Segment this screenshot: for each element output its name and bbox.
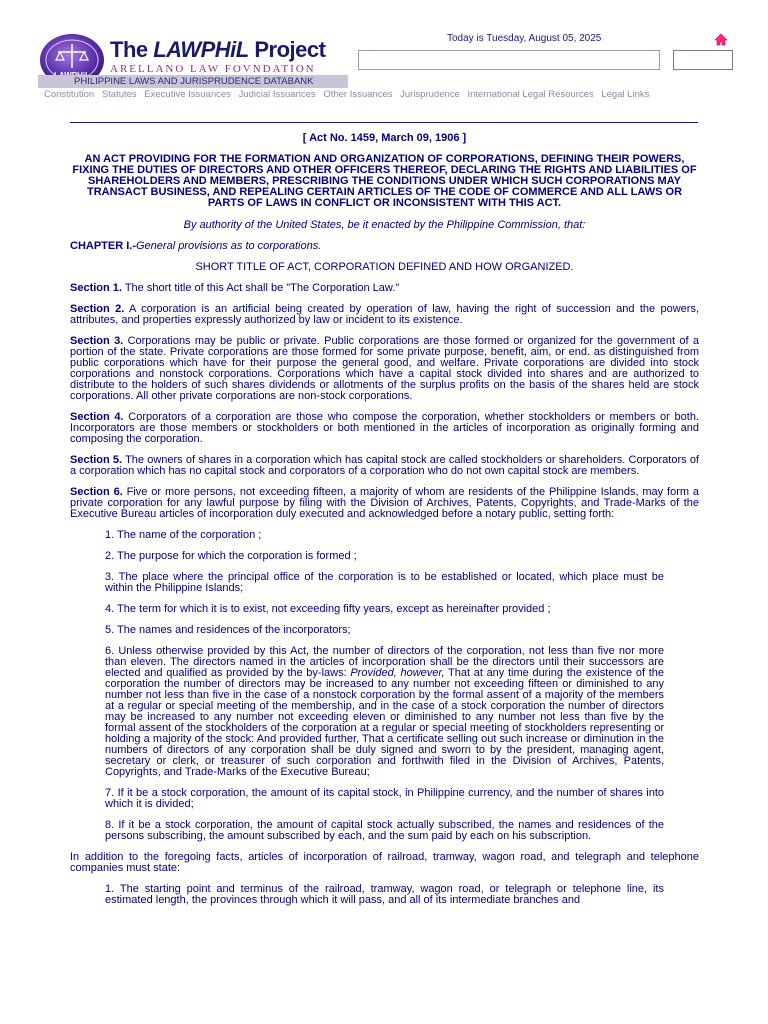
list-item: 1. The name of the corporation ; — [105, 529, 262, 541]
section-group-heading: SHORT TITLE OF ACT, CORPORATION DEFINED AND HOW ORGANIZED. — [195, 261, 574, 273]
nav-international-legal-resources[interactable]: International Legal Resources — [467, 89, 594, 100]
site-tagline: PHILIPPINE LAWS AND JURISPRUDENCE DATABANK — [74, 76, 314, 87]
list-item: 2. The purpose for which the corporation is formed ; — [105, 550, 357, 562]
act-number: [ Act No. 1459, March 09, 1906 ] — [302, 132, 467, 144]
list-item: 3. The place where the principal office of the corporation is to be established or located, which place must be within the Philippine Islands; — [105, 571, 664, 594]
document-body — [70, 133, 699, 906]
site-title: The LAWPHiL Project — [110, 37, 326, 62]
list-item: 4. The term for which it is to exist, not exceeding fifty years, except as hereinafter provided ; — [105, 603, 551, 615]
act-title: AN ACT PROVIDING FOR THE FORMATION AND ORGANIZATION OF CORPORATIONS, DEFINING THEIR POWERS, FIXING THE DUTIES OF DIRECTORS AND OTHER OFFICERS THEREOF, DECLARING THE RIGHTS AND LIABILITIES OF SHAREHOLDERS AND MEMBERS, PRESCRIBING THE CONDITIONS UNDER WHICH SUCH CORPORATIONS MAY TRANSACT BUSINESS, AND REPEALING CERTAIN ARTICLES OF THE CODE OF COMMERCE AND ALL LAWS OR PARTS OF LAWS IN CONFLICT OR INCONSISTENT WITH THIS ACT. — [72, 153, 697, 209]
nav-other-issuances[interactable]: Other Issuances — [323, 89, 393, 100]
nav-executive-issuances[interactable]: Executive Issuances — [144, 89, 231, 100]
section-1: Section 1. The short title of this Act shall be "The Corporation Law." — [70, 282, 400, 294]
site-subtitle: ARELLANO LAW FOVNDATION — [110, 63, 316, 75]
enacting-clause: By authority of the United States, be it enacted by the Philippine Commission, that: — [183, 219, 586, 231]
home-icon[interactable] — [714, 33, 728, 46]
list-item: 1. The starting point and terminus of the railroad, tramway, wagon road, or telegraph or telephone line, its estimated length, the provinces through which it will pass, and all of its intermediate branches and — [105, 883, 664, 906]
list-item: 7. If it be a stock corporation, the amount of its capital stock, in Philippine currency, and the number of shares into which it is divided; — [105, 787, 664, 810]
list-item: 8. If it be a stock corporation, the amount of capital stock actually subscribed, the names and residences of the persons subscribing, the amount subscribed by each, and the sum paid by each on his subscription. — [105, 819, 664, 842]
nav-statutes[interactable]: Statutes — [101, 89, 137, 100]
section-5: Section 5. The owners of shares in a corporation which has capital stock are called stockholders or shareholders. Corporators of a corporation which has no capital stock and corporators of a corporation who do not own capital stock are members. — [70, 454, 699, 477]
nav-judicial-issuances[interactable]: Judicial Issuances — [238, 89, 316, 100]
nav-legal-links[interactable]: Legal Links — [601, 89, 650, 100]
nav-jurisprudence[interactable]: Jurisprudence — [400, 89, 460, 100]
list-item: 5. The names and residences of the incorporators; — [105, 624, 351, 636]
section-2: Section 2. A corporation is an artificial being created by operation of law, having the right of succession and the powers, attributes, and properties expressly authorized by law or incident to its existence. — [70, 303, 699, 326]
search-button[interactable] — [673, 50, 733, 70]
site-header — [0, 0, 768, 110]
main-nav — [44, 89, 654, 100]
header-divider — [70, 122, 698, 123]
section-3: Section 3. Corporations may be public or private. Public corporations are those formed or organized for the government of a portion of the state. Private corporations are those formed for some private purpose, benefit, aim, or end. as distinguished from public corporations which have for their purpose the general good, and welfare. Private corporations are divided into stock corporations and nonstock corporations. Corporations which have a capital stock divided into shares and are authorized to distribute to the holders of such shares dividends or allotments of the surplus profits on the basis of the shares held are stock corporations. All other private corporations are non-stock corporations. — [70, 335, 700, 402]
chapter-heading: CHAPTER I.-General provisions as to corporations. — [70, 240, 322, 252]
section-4: Section 4. Corporators of a corporation are those who compose the corporation, whether stockholders or members or both. Incorporators are those members or stockholders or both mentioned in the articles of incorporation as originally forming and composing the corporation. — [70, 411, 699, 445]
lawphil-logo[interactable] — [38, 32, 368, 92]
list-item: 6. Unless otherwise provided by this Act, the number of directors of the corporation, not less than five nor more than eleven. The directors named in the articles of incorporation shall be the directors until their successors are elected and qualified as provided by the by-laws: Provided, however, That at any time during the existence of the corporation the number of directors may be increased to any number not exceeding fifteen or diminished to any number not less than five in the case of a nonstock corporation by the formal assent of a majority of the members at a regular or special meeting of the membership, and in the case of a stock corporation the number of directors may be increased to any number not exceeding eleven or diminished to any number not less than five by the formal assent of the stockholders of the corporation at a regular or special meeting of stockholders representing or holding a majority of the stock: And provided further, That a certificate selling out such increase or diminution in the numbers of directors of any corporation shall be duly signed and sworn to by the president, managing agent, secretary or clerk, or treasurer of such corporation and forthwith filed in the Division of Archives, Patents, Copyrights, and Trade-Marks of the Executive Bureau; — [105, 645, 664, 778]
site-tagline-bar — [38, 75, 348, 88]
search-input[interactable] — [358, 50, 660, 70]
nav-constitution[interactable]: Constitution — [44, 89, 95, 100]
current-date: Today is Tuesday, August 05, 2025 — [447, 33, 602, 44]
section-6: Section 6. Five or more persons, not exceeding fifteen, a majority of whom are residents of the Philippine Islands, may form a private corporation for any lawful purpose by filing with the Division of Archives, Patents, Copyrights, and Trade-Marks of the Executive Bureau articles of incorporation duly executed and acknowledged before a notary public, setting forth: — [70, 486, 700, 520]
paragraph: In addition to the foregoing facts, articles of incorporation of railroad, tramway, wagon road, and telegraph and telephone companies must state: — [70, 851, 699, 874]
